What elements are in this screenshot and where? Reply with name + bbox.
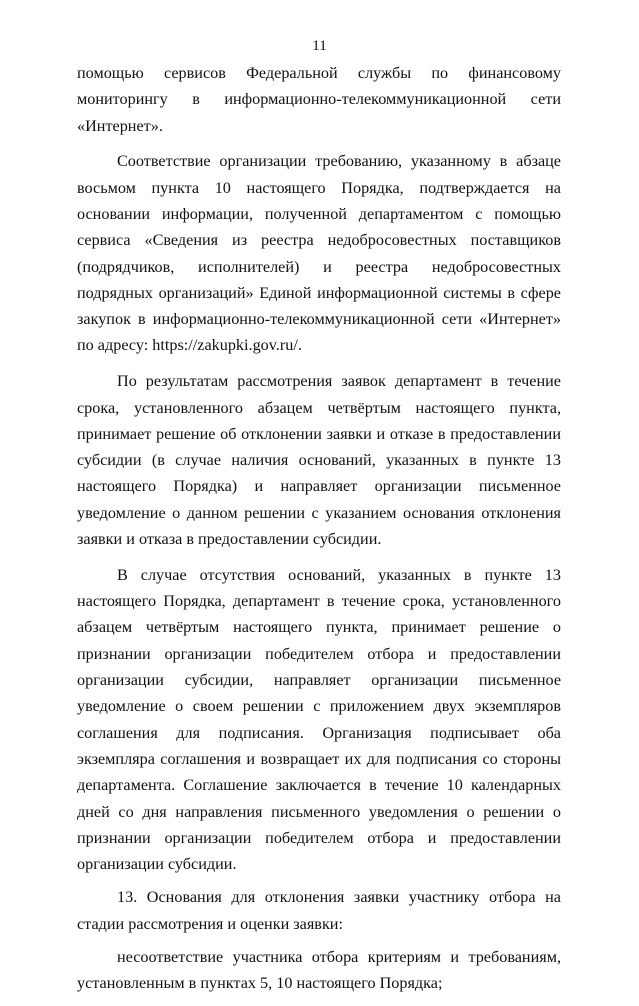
paragraph-rejection-decision: По результатам рассмотрения заявок департамент в течение срока, установленного абзацем четвёртым настоящего пункта, принимает решение об отклонении заявки и отказе в предоставлении субсидии (в случае наличия оснований, указанных в пункте 13 настоящего Порядка) и направляет организации письменное уведомление о данном решении с указанием основания отклонения заявки и отказа в предоставлении субсидии. — [77, 372, 561, 549]
paragraph-rejection-ground-1: несоответствие участника отбора критериям и требованиям, установленным в пунктах 5, 10 настоящего Порядка; — [77, 948, 561, 993]
page-number: 11 — [312, 38, 327, 54]
document-body — [77, 60, 561, 1006]
paragraph-compliance-verification: Соответствие организации требованию, указанному в абзаце восьмом пункта 10 настоящего Порядка, подтверждается на основании информации, полученной департаментом с помощью сервиса «Сведения из реестра недобросовестных поставщиков (подрядчиков, исполнителей) и реестра недобросовестных подрядных организаций» Единой информационной системы в сфере закупок в информационно-телекоммуникационной сети «Интернет» по адресу: https://zakupki.gov.ru/. — [77, 152, 561, 355]
paragraph-section-13-heading: 13. Основания для отклонения заявки участнику отбора на стадии рассмотрения и оценки заявки: — [77, 888, 561, 933]
paragraph-winner-decision: В случае отсутствия оснований, указанных в пункте 13 настоящего Порядка, департамент в течение срока, установленного абзацем четвёртым настоящего пункта, принимает решение о признании организации победителем отбора и предоставлении организации субсидии, направляет организации письменное уведомление о своем решении с приложением двух экземпляров соглашения для подписания. Организация подписывает оба экземпляра соглашения и возвращает их для подписания со стороны департамента. Соглашение заключается в течение 10 календарных дней со дня направления письменного уведомления о решении о признании организации победителем отбора и предоставлении организации субсидии. — [77, 565, 561, 874]
paragraph-monitoring-services: помощью сервисов Федеральной службы по финансовому мониторингу в информационно-телекоммуникационной сети «Интернет». — [77, 64, 561, 135]
